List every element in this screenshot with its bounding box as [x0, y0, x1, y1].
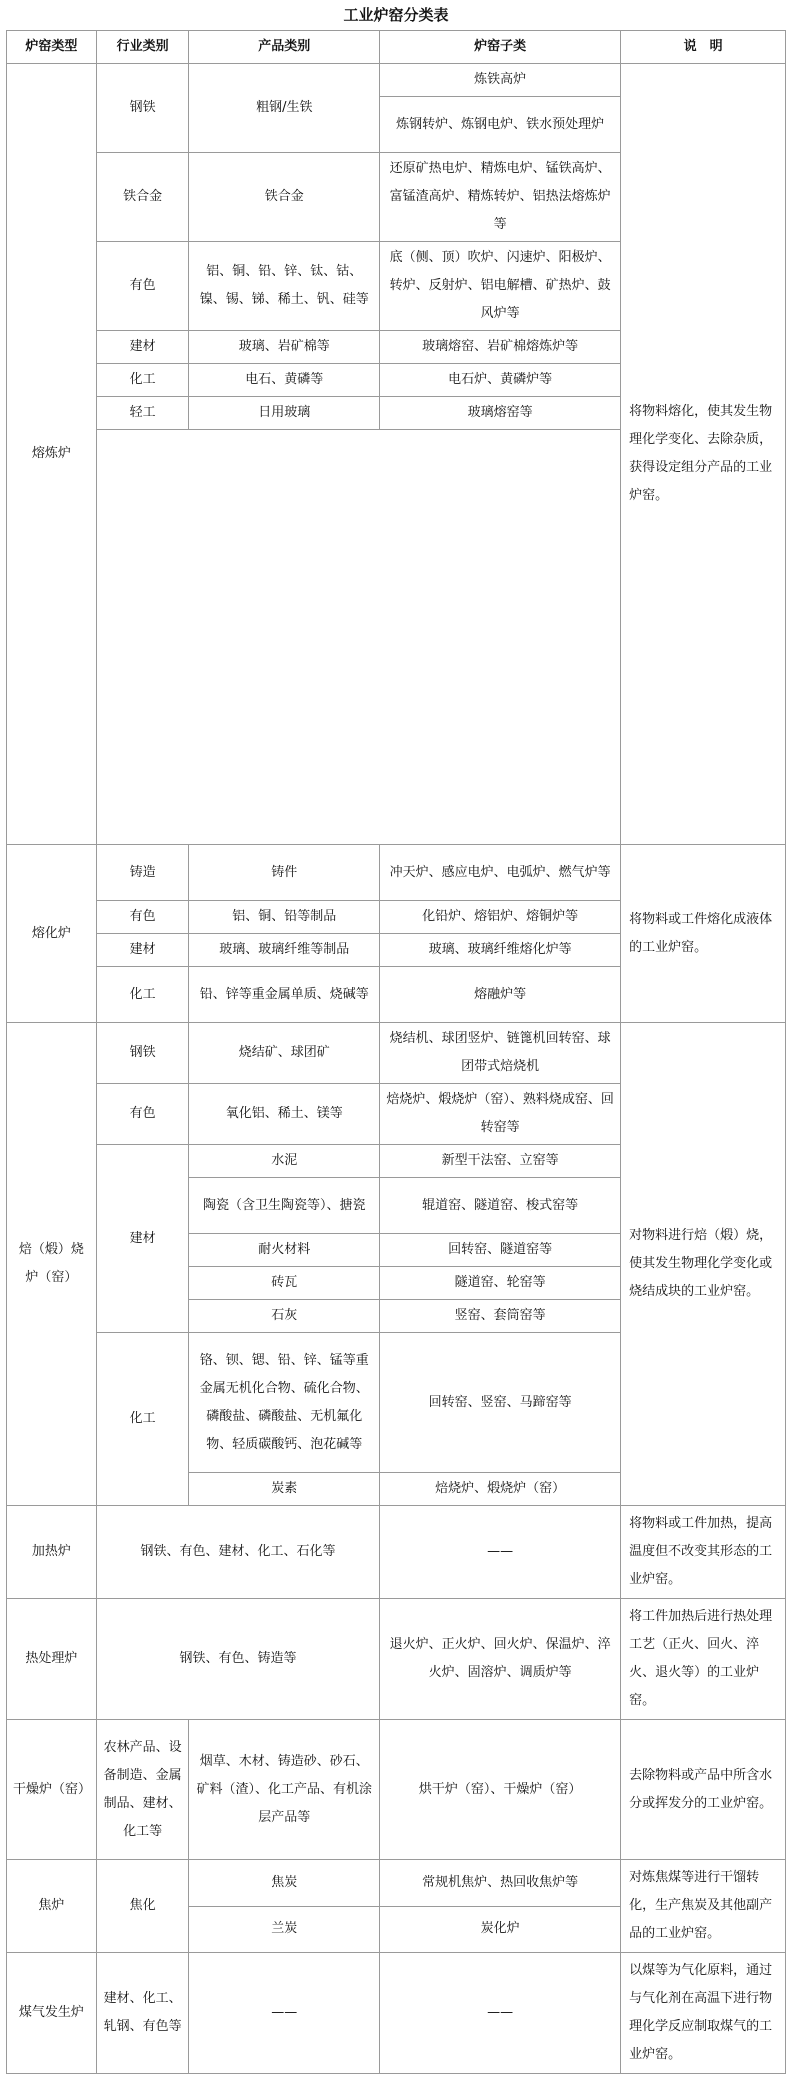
product-cell: 电石、黄磷等 — [189, 364, 380, 397]
subtype-cell: 辊道窑、隧道窑、梭式窑等 — [380, 1178, 621, 1234]
product-cell: 陶瓷（含卫生陶瓷等）、搪瓷 — [189, 1178, 380, 1234]
industry-cell: 化工 — [96, 967, 189, 1023]
subtype-cell: 竖窑、套筒窑等 — [380, 1300, 621, 1333]
subtype-cell: 玻璃熔窑、岩矿棉熔炼炉等 — [380, 331, 621, 364]
subtype-cell: 化铅炉、熔铝炉、熔铜炉等 — [380, 901, 621, 934]
subtype-cell: 焙烧炉、煅烧炉（窑） — [380, 1473, 621, 1506]
description-cell: 对炼焦煤等进行干馏转化，生产焦炭及其他副产品的工业炉窑。 — [621, 1860, 786, 1953]
subtype-cell: 炭化炉 — [380, 1906, 621, 1953]
product-cell: 炭素 — [189, 1473, 380, 1506]
product-cell: 铝、铜、铅、锌、钛、钴、镍、锡、锑、稀土、钒、硅等 — [189, 242, 380, 331]
kiln-type-cell: 焙（煅）烧炉（窑） — [7, 1023, 97, 1506]
table-row — [7, 1860, 786, 1907]
product-cell: 铸件 — [189, 845, 380, 901]
industry-cell: 化工 — [96, 364, 189, 397]
subtype-cell: 还原矿热电炉、精炼电炉、锰铁高炉、富锰渣高炉、精炼转炉、铝热法熔炼炉等 — [380, 153, 621, 242]
industry-cell: 铸造 — [96, 845, 189, 901]
product-cell: 水泥 — [189, 1145, 380, 1178]
description-cell: 对物料进行焙（煅）烧，使其发生物理化学变化或烧结成块的工业炉窑。 — [621, 1023, 786, 1506]
product-cell: 日用玻璃 — [189, 397, 380, 430]
product-cell: 玻璃、玻璃纤维等制品 — [189, 934, 380, 967]
subtype-cell: 电石炉、黄磷炉等 — [380, 364, 621, 397]
kiln-classification-table — [6, 30, 786, 2074]
industry-cell: 化工 — [96, 1333, 189, 1506]
header-kiln-type: 炉窑类型 — [7, 31, 97, 64]
subtype-cell: 烘干炉（窑）、干燥炉（窑） — [380, 1720, 621, 1860]
description-cell: 以煤等为气化原料，通过与气化剂在高温下进行物理化学反应制取煤气的工业炉窑。 — [621, 1953, 786, 2074]
industry-cell: 农林产品、设备制造、金属制品、建材、化工等 — [96, 1720, 189, 1860]
table-row — [7, 1023, 786, 1084]
subtype-cell: —— — [380, 1506, 621, 1599]
industry-cell: 钢铁 — [96, 64, 189, 153]
kiln-type-cell: 热处理炉 — [7, 1599, 97, 1720]
industry-cell: 建材 — [96, 1145, 189, 1333]
description-cell: 去除物料或产品中所含水分或挥发分的工业炉窑。 — [621, 1720, 786, 1860]
product-cell: 烟草、木材、铸造砂、砂石、矿料（渣）、化工产品、有机涂层产品等 — [189, 1720, 380, 1860]
product-cell: 铬、钡、锶、铅、锌、锰等重金属无机化合物、硫化合物、磷酸盐、磷酸盐、无机氟化物、轻质碳酸钙、泡花碱等 — [189, 1333, 380, 1473]
industry-cell: 钢铁 — [96, 1023, 189, 1084]
industry-cell: 有色 — [96, 1084, 189, 1145]
subtype-cell: 退火炉、正火炉、回火炉、保温炉、淬火炉、固溶炉、调质炉等 — [380, 1599, 621, 1720]
subtype-cell: 冲天炉、感应电炉、电弧炉、燃气炉等 — [380, 845, 621, 901]
product-cell: 氧化铝、稀土、镁等 — [189, 1084, 380, 1145]
subtype-cell: —— — [380, 1953, 621, 2074]
kiln-type-cell: 熔炼炉 — [7, 64, 97, 845]
product-cell: 铁合金 — [189, 153, 380, 242]
product-cell: 玻璃、岩矿棉等 — [189, 331, 380, 364]
industry-cell: 建材 — [96, 934, 189, 967]
product-cell: 铅、锌等重金属单质、烧碱等 — [189, 967, 380, 1023]
subtype-cell: 底（侧、顶）吹炉、闪速炉、阳极炉、转炉、反射炉、铝电解槽、矿热炉、鼓风炉等 — [380, 242, 621, 331]
industry-cell: 轻工 — [96, 397, 189, 430]
kiln-type-cell: 加热炉 — [7, 1506, 97, 1599]
description-cell: 将工件加热后进行热处理工艺（正火、回火、淬火、退火等）的工业炉窑。 — [621, 1599, 786, 1720]
header-product: 产品类别 — [189, 31, 380, 64]
table-row — [7, 845, 786, 901]
subtype-cell: 熔融炉等 — [380, 967, 621, 1023]
table-row — [7, 64, 786, 97]
product-cell: 石灰 — [189, 1300, 380, 1333]
table-row — [7, 1720, 786, 1860]
product-cell: 铝、铜、铅等制品 — [189, 901, 380, 934]
header-description: 说 明 — [621, 31, 786, 64]
product-cell: 烧结矿、球团矿 — [189, 1023, 380, 1084]
industry-cell: 钢铁、有色、铸造等 — [96, 1599, 379, 1720]
subtype-cell: 常规机焦炉、热回收焦炉等 — [380, 1860, 621, 1907]
subtype-cell: 焙烧炉、煅烧炉（窑）、熟料烧成窑、回转窑等 — [380, 1084, 621, 1145]
industry-cell: 建材 — [96, 331, 189, 364]
industry-cell: 铁合金 — [96, 153, 189, 242]
product-cell: —— — [189, 1953, 380, 2074]
industry-cell: 有色 — [96, 901, 189, 934]
table-row — [7, 1506, 786, 1599]
subtype-cell: 玻璃熔窑等 — [380, 397, 621, 430]
industry-cell: 焦化 — [96, 1860, 189, 1953]
description-cell: 将物料熔化，使其发生物理化学变化、去除杂质，获得设定组分产品的工业炉窑。 — [621, 64, 786, 845]
subtype-cell: 烧结机、球团竖炉、链篦机回转窑、球团带式焙烧机 — [380, 1023, 621, 1084]
industry-cell: 建材、化工、轧钢、有色等 — [96, 1953, 189, 2074]
header-subtype: 炉窑子类 — [380, 31, 621, 64]
header-industry: 行业类别 — [96, 31, 189, 64]
kiln-type-cell: 熔化炉 — [7, 845, 97, 1023]
product-cell: 耐火材料 — [189, 1234, 380, 1267]
description-cell: 将物料或工件熔化成液体的工业炉窑。 — [621, 845, 786, 1023]
table-title: 工业炉窑分类表 — [343, 6, 449, 24]
subtype-cell: 回转窑、隧道窑等 — [380, 1234, 621, 1267]
product-cell: 焦炭 — [189, 1860, 380, 1907]
subtype-cell: 回转窑、竖窑、马蹄窑等 — [380, 1333, 621, 1473]
industry-cell: 有色 — [96, 242, 189, 331]
subtype-cell: 隧道窑、轮窑等 — [380, 1267, 621, 1300]
subtype-cell: 新型干法窑、立窑等 — [380, 1145, 621, 1178]
description-cell: 将物料或工件加热，提高温度但不改变其形态的工业炉窑。 — [621, 1506, 786, 1599]
product-cell: 兰炭 — [189, 1906, 380, 1953]
product-cell: 粗钢/生铁 — [189, 64, 380, 153]
header-row — [7, 31, 786, 64]
table-row — [7, 1599, 786, 1720]
kiln-type-cell: 干燥炉（窑） — [7, 1720, 97, 1860]
subtype-cell: 玻璃、玻璃纤维熔化炉等 — [380, 934, 621, 967]
kiln-type-cell: 焦炉 — [7, 1860, 97, 1953]
subtype-cell: 炼钢转炉、炼钢电炉、铁水预处理炉 — [380, 97, 621, 153]
product-cell: 砖瓦 — [189, 1267, 380, 1300]
industry-cell: 钢铁、有色、建材、化工、石化等 — [96, 1506, 379, 1599]
kiln-type-cell: 煤气发生炉 — [7, 1953, 97, 2074]
table-row — [7, 1953, 786, 2074]
subtype-cell: 炼铁高炉 — [380, 64, 621, 97]
